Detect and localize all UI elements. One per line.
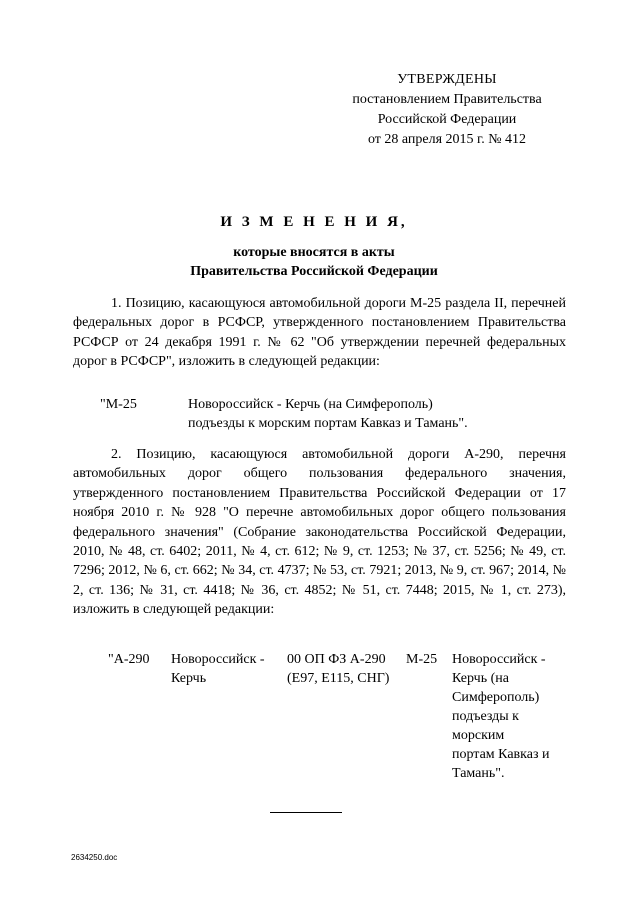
- road-description-line-1: Новороссийск - Керчь (на Симферополь): [188, 397, 433, 412]
- closing-rule: [270, 812, 342, 813]
- file-reference: 2634250.doc: [71, 853, 118, 862]
- road-id-line-2: (Е97, Е115, СНГ): [287, 671, 390, 686]
- approval-line-3: Российской Федерации: [377, 112, 517, 127]
- road-description: [188, 395, 568, 433]
- road-code: "М-25: [100, 397, 137, 412]
- road-description-line-2: подъезды к морским портам Кавказ и Тамань".: [188, 416, 468, 431]
- road-name: [171, 650, 281, 688]
- approval-heading: УТВЕРЖДЕНЫ: [397, 72, 497, 87]
- road-name-line-1: Новороссийск -: [171, 652, 265, 667]
- title-subtitle-1: которые вносятся в акты: [233, 245, 395, 260]
- title-subtitle-2: Правительства Российской Федерации: [190, 264, 438, 279]
- road-m25-line-2: Керчь (на: [452, 671, 509, 686]
- road-m25-line-5: морским: [452, 728, 505, 743]
- road-code-a290: "А-290: [108, 652, 150, 667]
- paragraph-1: 1. Позицию, касающуюся автомобильной дороги М-25 раздела II, перечней федеральных дорог в РСФСР, утвержденного постановлением Правительства РСФСР от 24 декабря 1991 г. № 62 "Об утверждении перечней федеральных дорог в РСФСР", изложить в следующей редакции:: [73, 296, 566, 370]
- road-name-line-2: Керчь: [171, 671, 207, 686]
- road-m25-line-4: подъезды к: [452, 709, 519, 724]
- road-code-m25: М-25: [406, 652, 438, 667]
- approval-date: от 28 апреля 2015 г. № 412: [367, 132, 527, 147]
- approval-block: [344, 70, 550, 150]
- road-id-number: [287, 650, 413, 688]
- road-id-line-1: 00 ОП ФЗ А-290: [287, 652, 386, 667]
- paragraph-2: 2. Позицию, касающуюся автомобильной дороги А-290, перечня автомобильных дорог общего пользования федерального значения, утвержденного постановлением Правительства Российской Федерации от 17 ноября 2010 г. № 928 "О перечне автомобильных дорог общего пользования федерального значения" (Собрание законодательства Российской Федерации, 2010, № 48, ст. 6402; 2011, № 4, ст. 612; № 9, ст. 1253; № 37, ст. 5256; № 49, ст. 7296; 2012, № 6, ст. 662; № 34, ст. 4737; № 53, ст. 7921; 2013, № 9, ст. 967; 2014, № 2, ст. 136; № 31, ст. 4418; № 36, ст. 4852; № 51, ст. 7448; 2015, № 1, ст. 273), изложить в следующей редакции:: [73, 447, 566, 618]
- title-heading: И З М Е Н Е Н И Я,: [220, 214, 408, 230]
- road-m25-line-6: портам Кавказ и: [452, 747, 550, 762]
- approval-line-2: постановлением Правительства: [352, 92, 542, 107]
- road-m25-line-1: Новороссийск -: [452, 652, 546, 667]
- road-m25-line-7: Тамань".: [452, 766, 505, 781]
- road-m25-description: [452, 650, 567, 783]
- document-title: [60, 213, 568, 281]
- road-m25-line-3: Симферополь): [452, 690, 540, 705]
